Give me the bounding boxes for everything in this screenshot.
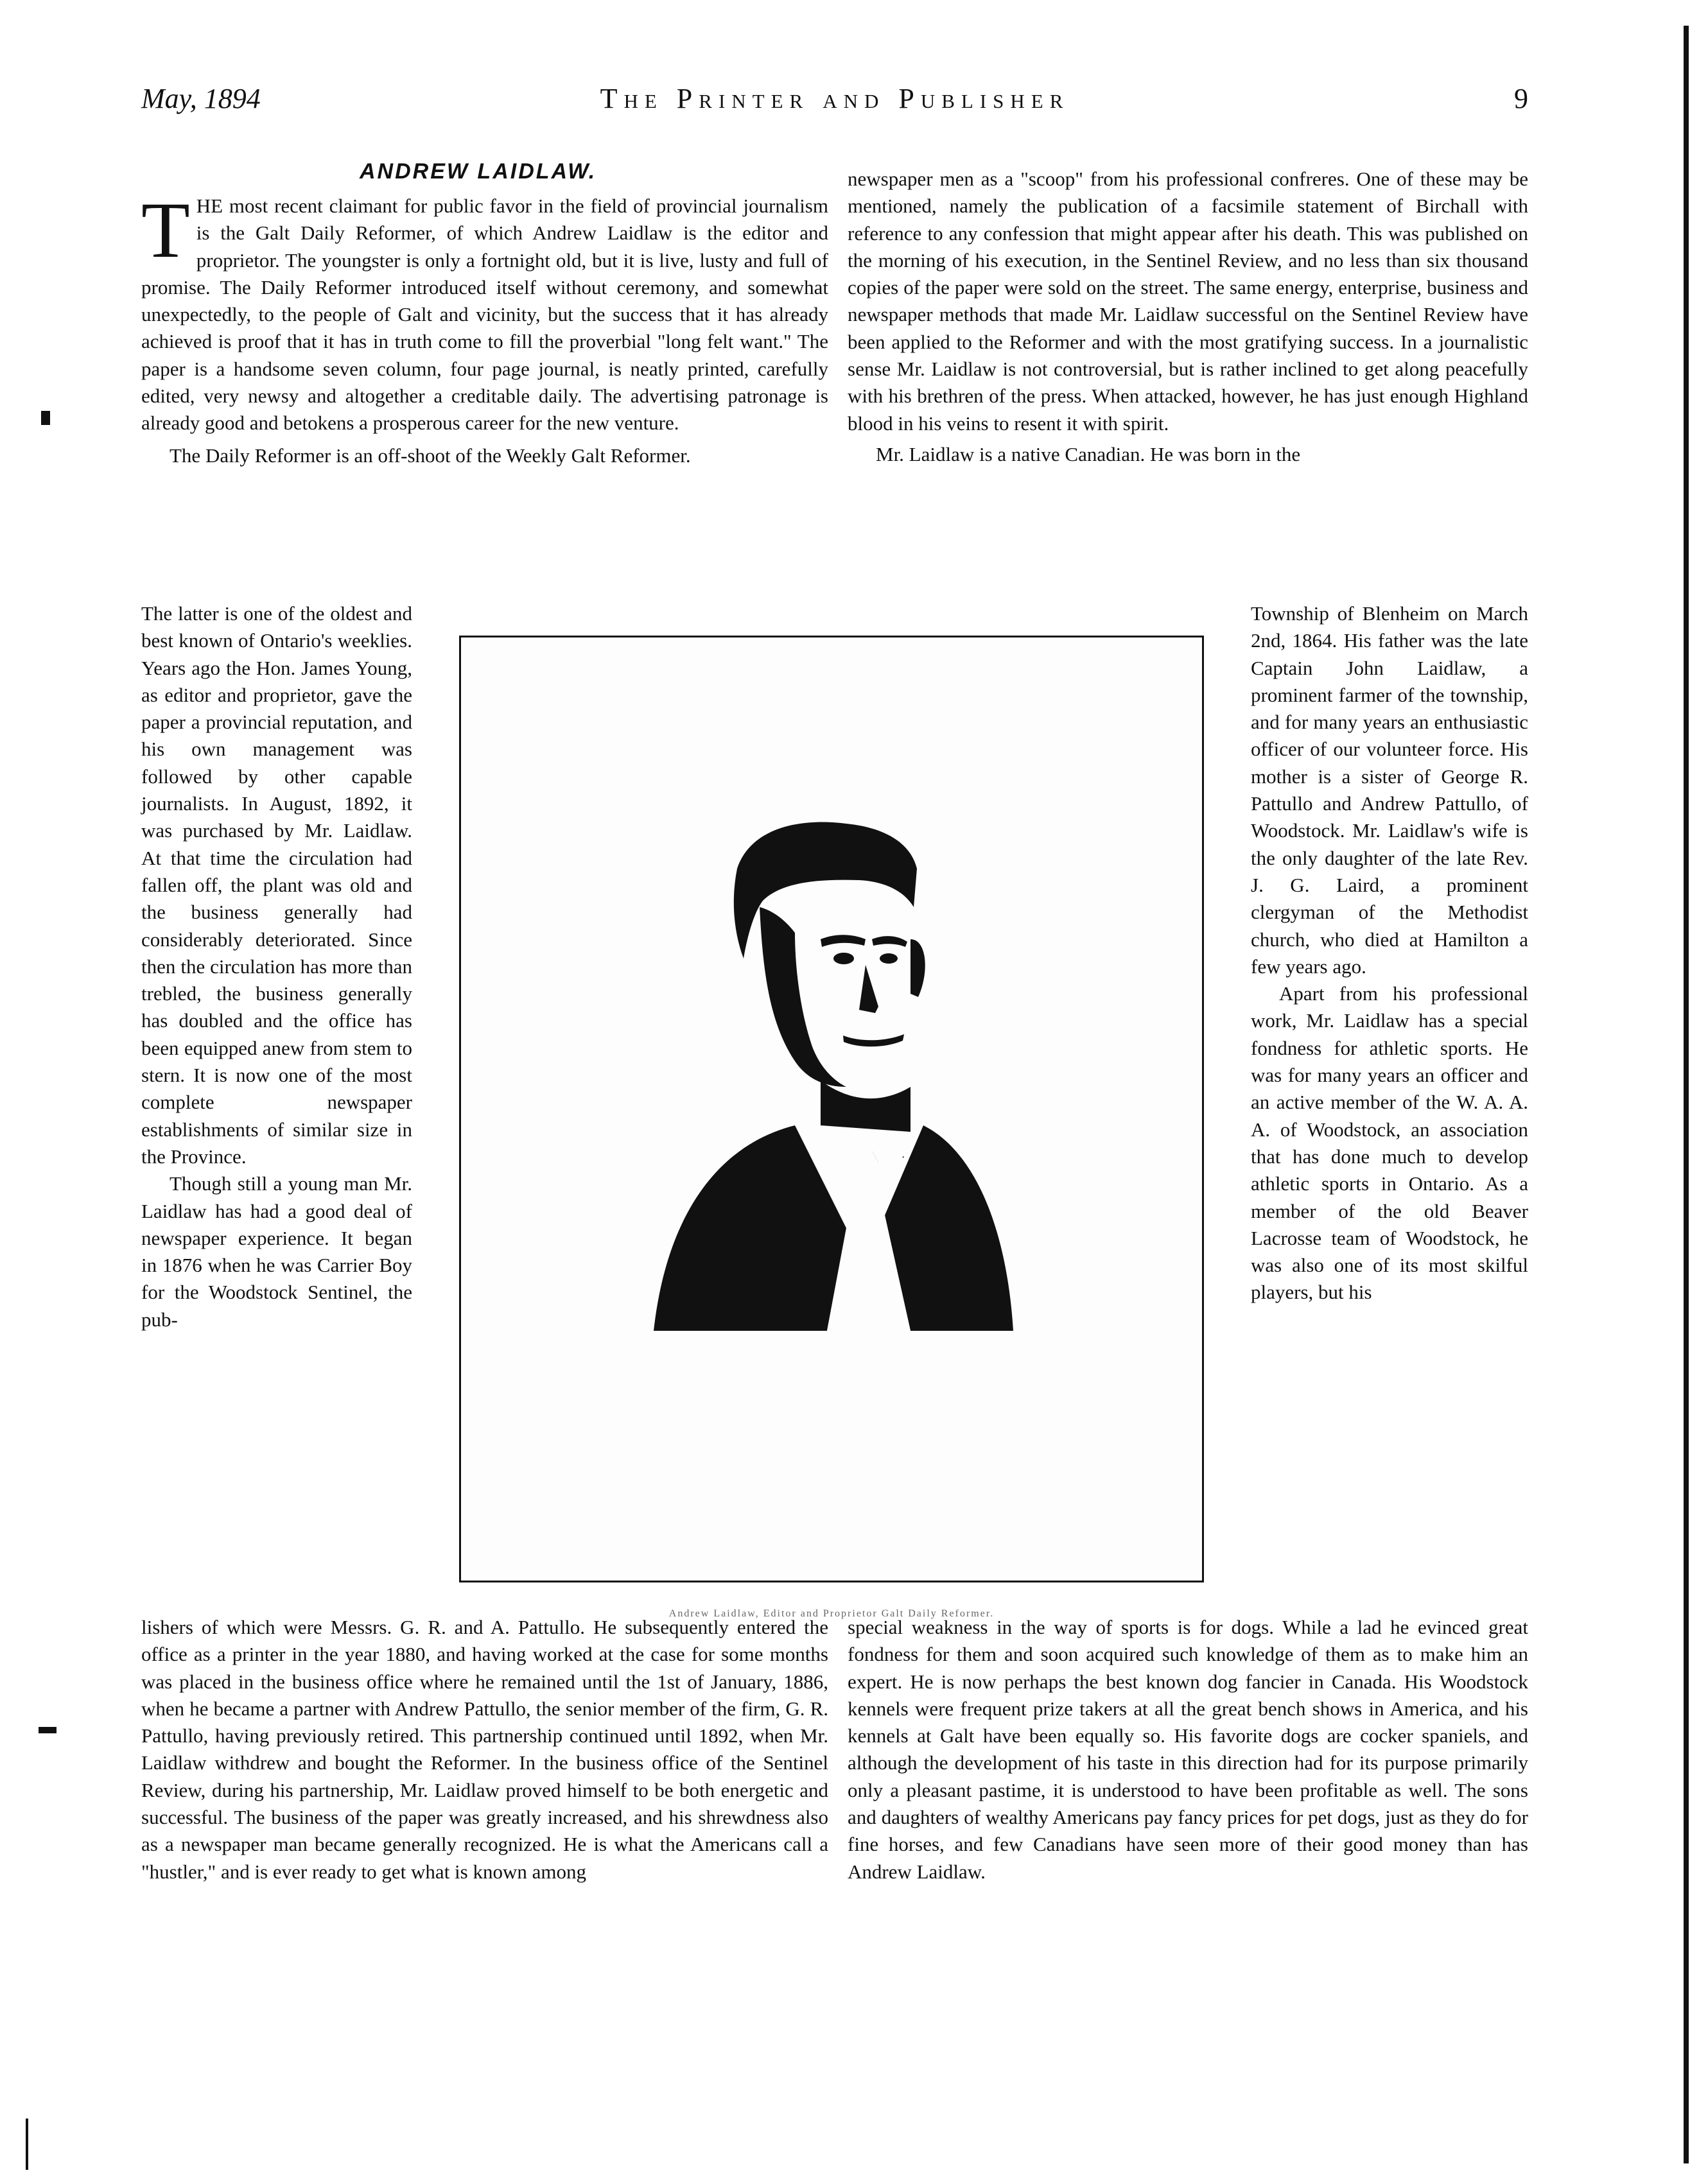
paragraph-intro: HE most recent claimant for public favor in the field of provincial journalism is the Galt Daily Reformer, of which Andrew Laidlaw is the editor and proprietor. The youngster is only a fortnight old, but it is live, lusty and full of promise. The Daily Reformer introduced itself without ceremony, and somewhat unexpectedly, to the people of Galt and vicinity, but the success that it has already achieved is proof that it has in truth come to fill the proverbial "long felt want." The paper is a handsome seven column, four page journal, is neatly printed, carefully edited, very newsy and altogether a creditable daily. The advertising patronage is already good and betokens a prosperous career for the new venture.	[141, 195, 828, 435]
portrait-frame	[459, 636, 1204, 1582]
page-edge-rule	[1684, 26, 1689, 2163]
margin-speck	[39, 1727, 57, 1733]
right-narrow-column	[1251, 600, 1528, 1306]
paragraph-career: lishers of which were Messrs. G. R. and A. Pattullo. He subsequently entered the office as a printer in the year 1880, and having worked at the case for some months was placed in the business office where he remained until the 1st of January, 1886, when he became a partner with Andrew Pattullo, the senior member of the firm, G. R. Pattullo, having previously retired. This partnership continued until 1892, when Mr. Laidlaw withdrew and bought the Reformer. In the business office of the Sentinel Review, during his partnership, Mr. Laidlaw proved himself to be both energetic and successful. The business of the paper was greatly increased, and his shrewdness also as a newspaper man became generally recognized. He is what the Americans call a "hustler," and is ever ready to get what is known among	[141, 1616, 828, 1883]
left-bottom-column	[141, 1614, 828, 1885]
portrait-caption: Andrew Laidlaw, Editor and Proprietor Galt Daily Reformer.	[668, 1608, 995, 1619]
right-column-top	[848, 166, 1528, 468]
paragraph-family: Township of Blenheim on March 2nd, 1864. His father was the late Captain John Laidlaw, a prominent farmer of the township, and for many years an enthusiastic officer of our volunteer force. His mother is a sister of George R. Pattullo and Andrew Pattullo, of Woodstock. Mr. Laidlaw's wife is the only daughter of the late Rev. J. G. Laird, a prominent clergyman of the Methodist church, who died at Hamilton a few years ago.	[1251, 602, 1528, 978]
left-column-intro	[141, 186, 828, 469]
right-bottom-column	[848, 1614, 1528, 1885]
left-narrow-column	[141, 600, 412, 1333]
page-number: 9	[1514, 83, 1528, 114]
issue-date: May, 1894	[141, 83, 261, 114]
margin-speck	[26, 2119, 28, 2170]
paragraph-history: The latter is one of the oldest and best known of Ontario's weeklies. Years ago the Hon. James Young, as editor and proprietor, gave the paper a provincial reputation, and his own management was followed by other capable journalists. In August, 1892, it was purchased by Mr. Laidlaw. At that time the circulation had fallen off, the plant was old and the business generally had considerably deteriorated. Since then the circulation has more than trebled, the business generally has doubled and the office has been equipped anew from stem to stern. It is now one of the most complete newspaper establishments of similar size in the Province.	[141, 602, 412, 1168]
drop-cap: T	[141, 186, 190, 274]
portrait-image	[461, 637, 1202, 1581]
paragraph-dogs: special weakness in the way of sports is for dogs. While a lad he evinced great fondness for them and soon acquired such knowledge of them as to make him an expert. He is now perhaps the best known dog fancier in Canada. His Woodstock kennels were frequent prize takers at all the great bench shows in America, and his kennels at Galt have been equally so. His favorite dogs are cocker spaniels, and although the development of his taste in this direction had for its purpose primarily only a pleasant pastime, it is understood to have been profitable as well. The sons and daughters of wealthy Americans pay fancy prices for pet dogs, just as they do for fine horses, and few Canadians have seen more of their good money than has Andrew Laidlaw.	[848, 1616, 1528, 1883]
margin-speck	[41, 411, 50, 425]
article-title: ANDREW LAIDLAW.	[360, 159, 597, 184]
paragraph-scoop: newspaper men as a "scoop" from his professional confreres. One of these may be mentioned, namely the publication of a facsimile statement of Birchall with reference to any confession that might appear after his death. This was published on the morning of his execution, in the Sentinel Review, and no less than six thousand copies of the paper were sold on the street. The same energy, enterprise, business and newspaper methods that made Mr. Laidlaw successful on the Sentinel Review have been applied to the Reformer and with the most gratifying success. In a journalistic sense Mr. Laidlaw is not controversial, but is rather inclined to get along peacefully with his brethren of the press. When attacked, however, he has just enough Highland blood in his veins to resent it with spirit.	[848, 168, 1528, 435]
paragraph-offshoot-start: The Daily Reformer is an off-shoot of the Weekly Galt Reformer.	[170, 444, 691, 467]
publication-title: The Printer and Publisher	[600, 83, 1070, 114]
paragraph-native-start: Mr. Laidlaw is a native Canadian. He was born in the	[876, 442, 1301, 465]
portrait-figure	[654, 822, 1013, 1331]
paragraph-experience: Though still a young man Mr. Laidlaw has had a good deal of newspaper experience. It began in 1876 when he was Carrier Boy for the Woodstock Sentinel, the pub-	[141, 1172, 412, 1331]
paragraph-sports: Apart from his professional work, Mr. Laidlaw has a special fondness for athletic sports. He was for many years an officer and an active member of the W. A. A. A. of Woodstock, an association that has done much to develop athletic sports in Ontario. As a member of the old Beaver Lacrosse team of Woodstock, he was also one of its most skilful players, but his	[1251, 982, 1528, 1304]
running-header	[141, 82, 1528, 127]
